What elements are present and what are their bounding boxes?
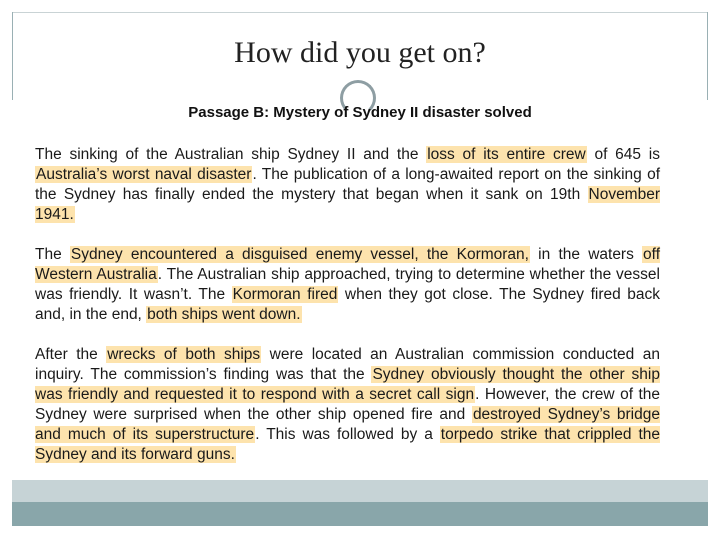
highlighted-phrase: November 1941. bbox=[35, 186, 660, 223]
slide-title: How did you get on? bbox=[234, 36, 486, 69]
paragraph-2 bbox=[35, 245, 660, 325]
highlighted-phrase: Kormoran fired bbox=[232, 286, 338, 303]
text-run: . The Australian ship approached, trying to determine whether the vessel was friendly. It wasn’t. The bbox=[35, 266, 660, 303]
text-run: were located an Australian commission conducted an inquiry. The commission’s finding was that the bbox=[35, 346, 660, 383]
text-run: The sinking of the Australian ship Sydney II and the bbox=[35, 146, 427, 163]
text-run: . The publication of a long-awaited report on the sinking of the Sydney has finally ended the mystery that began when it sank on 19th bbox=[35, 166, 660, 203]
slide-frame-top bbox=[12, 12, 708, 13]
highlighted-phrase: loss of its entire crew bbox=[427, 146, 586, 163]
text-run: in the waters bbox=[529, 246, 643, 263]
highlighted-phrase: wrecks of both ships bbox=[107, 346, 261, 363]
passage-title: Passage B: Mystery of Sydney II disaster solved bbox=[188, 104, 532, 121]
text-run: . This was followed by a bbox=[255, 426, 440, 443]
footer-bar-dark bbox=[12, 502, 708, 526]
highlighted-phrase: Sydney obviously thought the other ship was friendly and requested it to respond with a secret call sign bbox=[35, 366, 660, 403]
paragraph-1 bbox=[35, 145, 660, 225]
text-run: of 645 is bbox=[586, 146, 660, 163]
highlighted-phrase: Sydney encountered a disguised enemy vessel, the Kormoran, bbox=[70, 246, 529, 263]
highlighted-phrase: Australia’s worst naval disaster bbox=[36, 166, 252, 183]
highlighted-phrase: destroyed Sydney’s bridge and much of its superstructure bbox=[35, 406, 660, 443]
highlighted-phrase: torpedo strike that crippled the Sydney and its forward guns. bbox=[35, 426, 660, 463]
text-run: After the bbox=[35, 346, 107, 363]
footer-bar-light bbox=[12, 480, 708, 502]
text-run: The bbox=[35, 246, 70, 263]
paragraph-3 bbox=[35, 345, 660, 465]
text-run: . However, the crew of the Sydney were surprised when the other ship opened fire and bbox=[35, 386, 660, 423]
highlighted-phrase: off Western Australia bbox=[35, 246, 660, 283]
text-run: when they got close. The Sydney fired back and, in the end, bbox=[35, 286, 660, 323]
highlighted-phrase: both ships went down. bbox=[147, 306, 301, 323]
